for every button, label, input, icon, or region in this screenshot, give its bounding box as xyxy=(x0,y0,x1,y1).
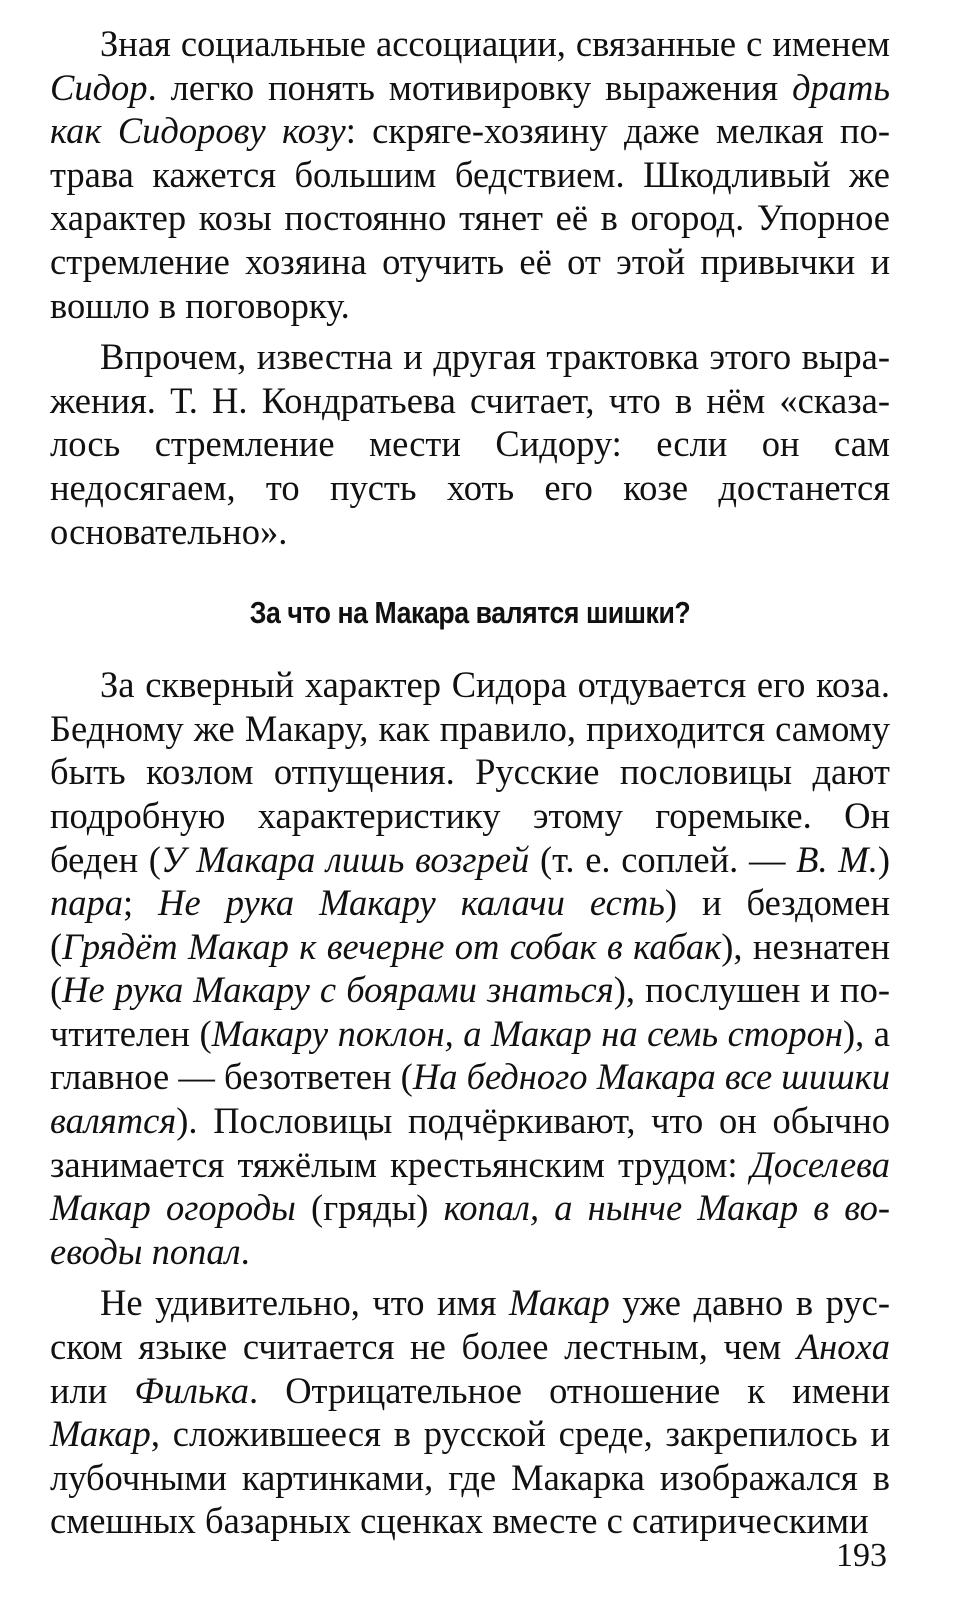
text-run: , сложившееся в русской среде, закрепилось и лубочными картинками, где Макарка изображался в смешных базарных сценках вместе с сатирическими xyxy=(50,1413,890,1542)
text-run: ; xyxy=(123,882,159,924)
italic-proverb: У Макара лишь возгрей xyxy=(160,838,530,880)
text-run: уже давно в русском языке считается не более лестным, чем xyxy=(50,1282,890,1368)
text-run: ), а главное — безответен ( xyxy=(50,1012,890,1098)
italic-proverb: копал, а нынче Макар в воеводы попал xyxy=(50,1187,890,1272)
italic-proverb: На бедного Макара все шишки валятся xyxy=(50,1056,890,1142)
italic-name: Филька xyxy=(134,1369,249,1411)
text-run: За скверный характер Сидора отдувается его коза. Бедному же Макару, как правило, приходится самому быть козлом отпущения. Русские пословицы дают подробную характеристику этому горемыке. Он беден ( xyxy=(50,664,890,880)
text-run: ) xyxy=(877,838,890,880)
text-run: ), послушен и почтителен ( xyxy=(50,969,890,1054)
italic-idiom: драть как Сидорову козу xyxy=(50,66,890,152)
page-number: 193 xyxy=(836,1537,887,1574)
italic-name: Анoxa xyxy=(796,1326,890,1368)
italic-proverb: Не рука Макару калачи есть xyxy=(158,882,665,924)
text-run: Зная социальные ассоциации, связанные с именем xyxy=(100,23,890,64)
italic-name: Сидор xyxy=(50,66,148,108)
italic-proverb: пара xyxy=(50,882,123,924)
paragraph-3 xyxy=(50,663,890,1273)
italic-proverb: Макару поклон, а Макар на семь сторон xyxy=(211,1012,843,1054)
text-run: ), незнатен ( xyxy=(50,925,891,1011)
text-run: ) и бездомен ( xyxy=(50,882,891,967)
text-run: : скряге-хозяину даже мелкая потрава кажется большим бедствием. Шкодливый же характер козы постоянно тянет её в огород. Упорное стремление хозяина отучить её от этой привычки и вошло в поговорку. xyxy=(50,110,890,326)
text-run: Впрочем, известна и другая трактовка этого выражения. Т. Н. Кондратьева считает, что в нём «сказалось стремление мести Сидору: если он сам недосягаем, то пусть хоть его козе достанется основательно». xyxy=(50,336,890,552)
section-heading: За что на Макара валятся шишки? xyxy=(249,595,691,631)
italic-name: Макар xyxy=(50,1413,151,1455)
text-run: (т. е. соплей. — xyxy=(529,838,797,880)
italic-proverb: Не рука Макару с боярами знаться xyxy=(62,969,614,1011)
paragraph-4 xyxy=(50,1281,890,1543)
italic-initials: В. М. xyxy=(796,838,878,880)
text-run: ). Пословицы подчёркивают, что он обычно занимается тяжёлым крестьянским трудом: xyxy=(50,1100,890,1185)
text-run: Не удивительно, что имя xyxy=(100,1282,509,1324)
text-run: . легко понять мотивировку выражения xyxy=(147,66,793,108)
paragraph-2 xyxy=(50,335,890,553)
text-run: . xyxy=(240,1230,250,1272)
book-page xyxy=(50,22,890,1543)
text-run: или xyxy=(50,1369,135,1411)
paragraph-1 xyxy=(50,22,890,327)
italic-proverb: Грядёт Макар к вечерне от собак в кабак xyxy=(62,925,722,967)
italic-proverb: Доселева Макар огороды xyxy=(50,1143,890,1229)
italic-name: Макар xyxy=(508,1282,610,1324)
text-run: (гряды) xyxy=(295,1187,444,1229)
text-run: . Отрицательное отношение к имени xyxy=(248,1369,891,1411)
